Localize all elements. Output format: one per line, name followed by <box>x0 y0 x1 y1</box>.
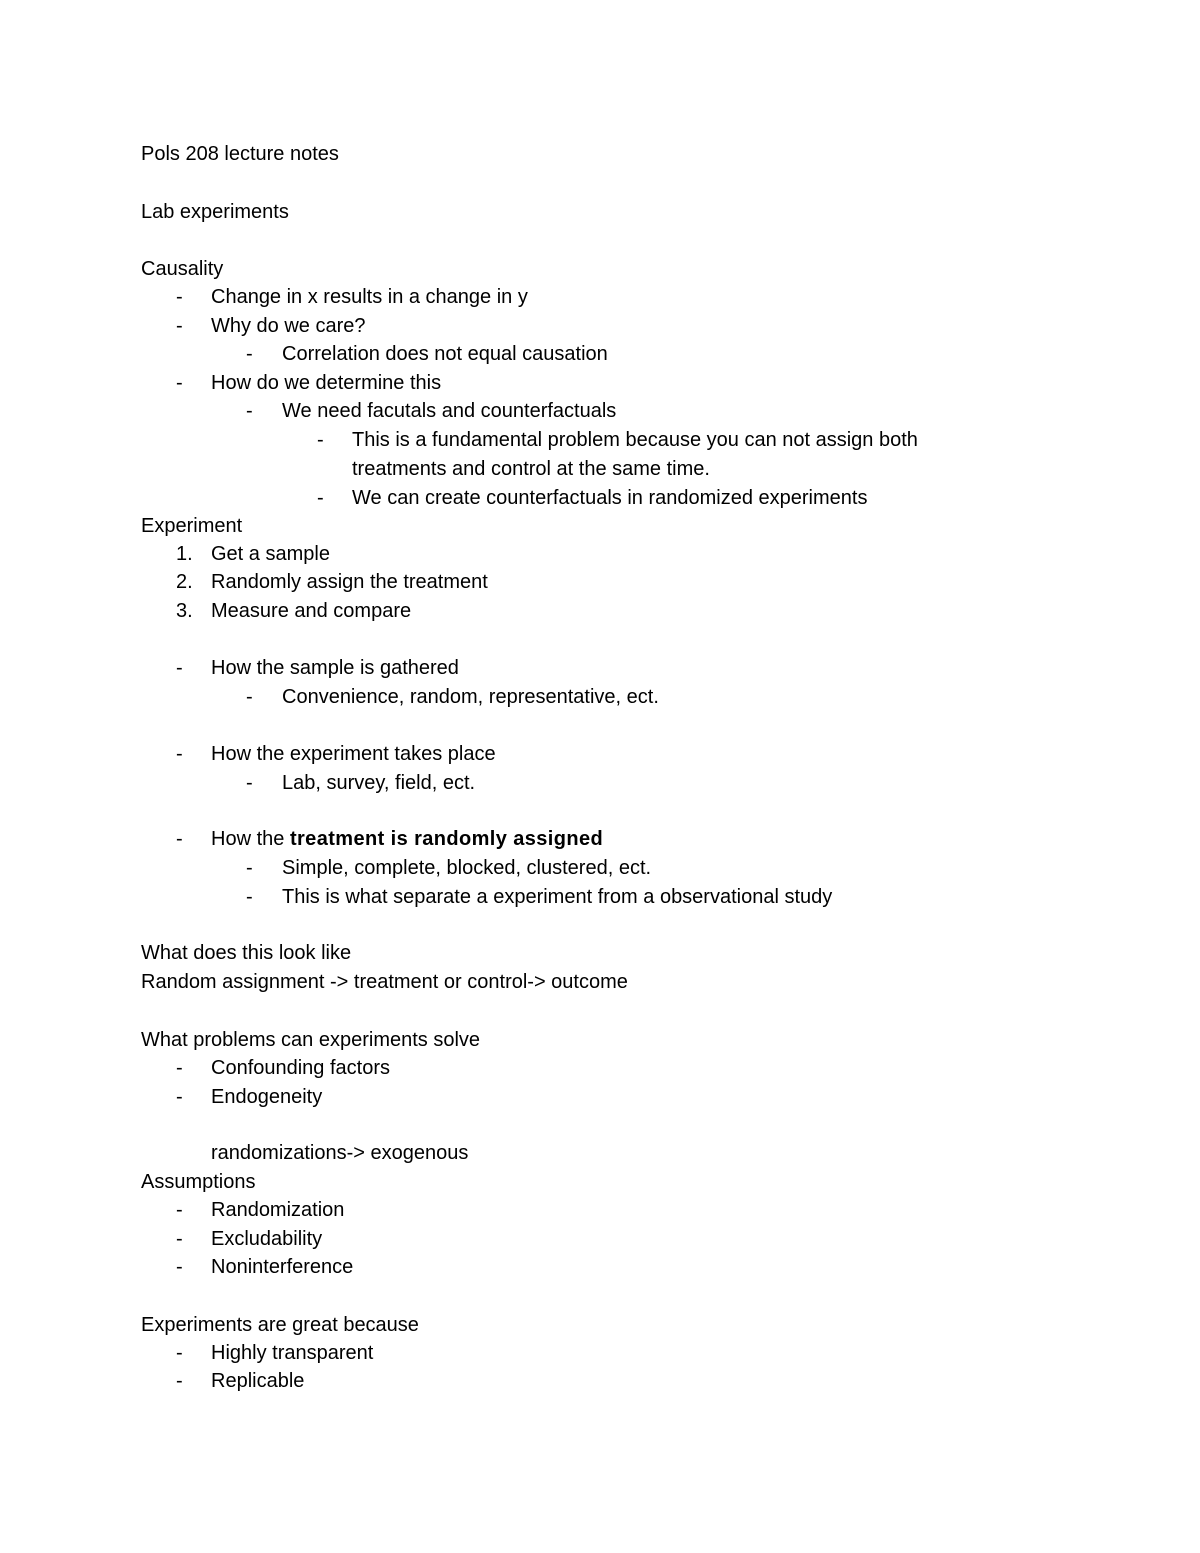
list-item: Replicable <box>211 1370 305 1392</box>
bullet-dash: - <box>176 1256 183 1278</box>
list-item: Get a sample <box>211 543 330 565</box>
list-item: Convenience, random, representative, ect. <box>282 686 659 708</box>
bullet-dash: - <box>317 487 324 509</box>
list-item-continuation: treatments and control at the same time. <box>352 458 710 480</box>
list-item: How do we determine this <box>211 372 442 394</box>
section-heading-lab: Lab experiments <box>141 201 289 223</box>
bullet-dash: - <box>246 772 253 794</box>
list-number: 2. <box>176 571 193 593</box>
bullet-dash: - <box>176 1199 183 1221</box>
page-title: Pols 208 lecture notes <box>141 143 339 165</box>
list-item: Confounding factors <box>211 1057 391 1079</box>
bullet-dash: - <box>246 886 253 908</box>
section-heading-experiment: Experiment <box>141 515 243 537</box>
list-item: We can create counterfactuals in randomized experiments <box>352 487 868 509</box>
paragraph-note: randomizations-> exogenous <box>211 1142 469 1164</box>
paragraph-look-question: What does this look like <box>141 942 352 964</box>
list-number: 3. <box>176 600 193 622</box>
list-item: Correlation does not equal causation <box>282 343 608 365</box>
bullet-dash: - <box>176 1370 183 1392</box>
bullet-dash: - <box>246 343 253 365</box>
list-item: Why do we care? <box>211 315 366 337</box>
list-item: Excludability <box>211 1228 323 1250</box>
bullet-dash: - <box>176 372 183 394</box>
bullet-dash: - <box>176 743 183 765</box>
section-heading-assumptions: Assumptions <box>141 1171 256 1193</box>
bullet-dash: - <box>176 1342 183 1364</box>
bullet-dash: - <box>176 657 183 679</box>
list-item: Measure and compare <box>211 600 412 622</box>
list-item: Highly transparent <box>211 1342 374 1364</box>
assignment-bold-text: treatment is randomly assigned <box>289 828 604 850</box>
section-heading-problems: What problems can experiments solve <box>141 1029 481 1051</box>
bullet-dash: - <box>176 315 183 337</box>
list-item: This is a fundamental problem because you can not assign both <box>352 429 918 451</box>
bullet-dash: - <box>246 400 253 422</box>
bullet-dash: - <box>176 828 183 850</box>
section-heading-great: Experiments are great because <box>141 1314 419 1336</box>
list-item: Randomly assign the treatment <box>211 571 488 593</box>
bullet-dash: - <box>176 1057 183 1079</box>
list-item: Simple, complete, blocked, clustered, ect. <box>282 857 652 879</box>
bullet-dash: - <box>176 1228 183 1250</box>
bullet-dash: - <box>176 286 183 308</box>
list-item-assignment <box>211 826 603 852</box>
list-number: 1. <box>176 543 193 565</box>
list-item: How the sample is gathered <box>211 657 459 679</box>
assignment-prefix: How the <box>211 828 290 850</box>
list-item: Randomization <box>211 1199 345 1221</box>
list-item: This is what separate a experiment from a observational study <box>282 886 833 908</box>
list-item: We need facutals and counterfactuals <box>282 400 617 422</box>
bullet-dash: - <box>246 686 253 708</box>
list-item: Endogeneity <box>211 1086 323 1108</box>
bullet-dash: - <box>176 1086 183 1108</box>
paragraph-look-answer: Random assignment -> treatment or control-> outcome <box>141 971 628 993</box>
list-item: Lab, survey, field, ect. <box>282 772 476 794</box>
bullet-dash: - <box>317 429 324 451</box>
list-item: Change in x results in a change in y <box>211 286 528 308</box>
bullet-dash: - <box>246 857 253 879</box>
list-item: How the experiment takes place <box>211 743 496 765</box>
list-item: Noninterference <box>211 1256 354 1278</box>
section-heading-causality: Causality <box>141 258 224 280</box>
